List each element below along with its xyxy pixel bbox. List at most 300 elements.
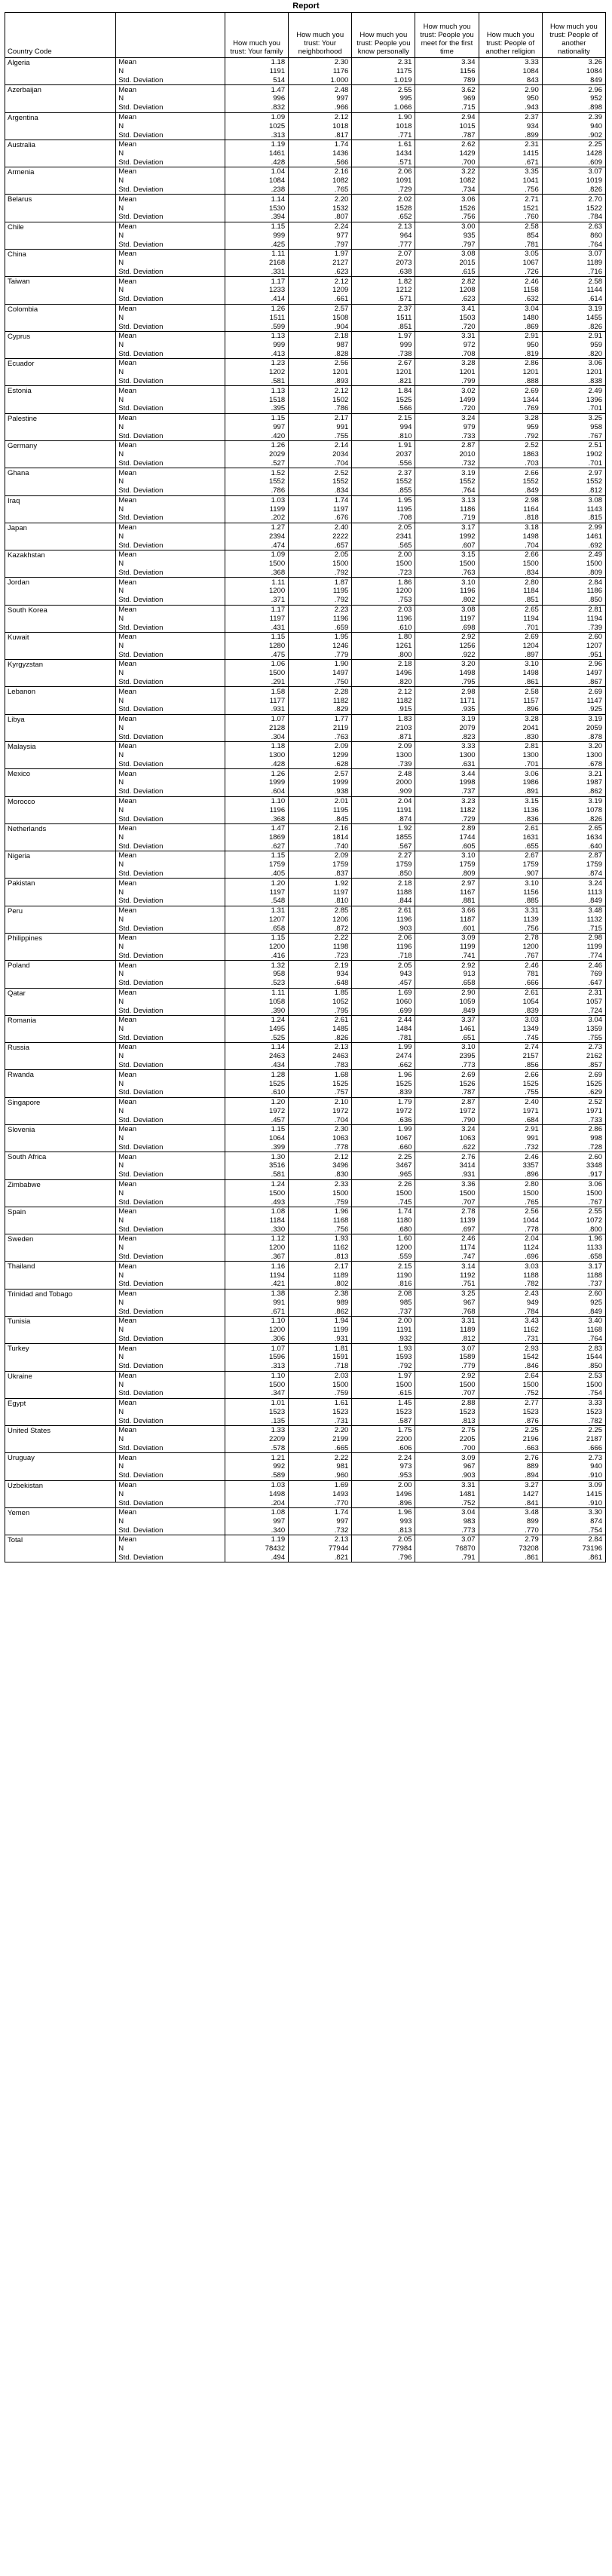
table-row bbox=[5, 961, 606, 970]
value-cell: 3467 bbox=[352, 1161, 415, 1170]
value-cell: 1184 bbox=[225, 1216, 288, 1225]
value-cell: 3.19 bbox=[415, 468, 479, 477]
value-cell: 1552 bbox=[352, 477, 415, 486]
table-row bbox=[5, 85, 606, 94]
value-cell: 1523 bbox=[415, 1407, 479, 1416]
value-cell: 1299 bbox=[289, 751, 352, 760]
value-cell: 1201 bbox=[542, 368, 605, 377]
value-cell: 1186 bbox=[415, 504, 479, 514]
value-cell: 1.80 bbox=[352, 632, 415, 641]
value-cell: 1212 bbox=[352, 286, 415, 295]
header-trust-other-nationality: How much you trust: People of another nationality bbox=[542, 13, 605, 58]
value-cell: 3.05 bbox=[479, 249, 542, 258]
value-cell: .809 bbox=[542, 569, 605, 578]
value-cell: 2157 bbox=[479, 1052, 542, 1061]
value-cell: .861 bbox=[542, 1553, 605, 1562]
table-row bbox=[5, 523, 606, 532]
value-cell: 1182 bbox=[289, 696, 352, 705]
value-cell: 1496 bbox=[352, 1489, 415, 1498]
value-cell: .779 bbox=[289, 651, 352, 660]
table-row bbox=[5, 769, 606, 778]
value-cell: .774 bbox=[542, 952, 605, 961]
value-cell: 1396 bbox=[542, 395, 605, 404]
table-row bbox=[5, 440, 606, 449]
value-cell: 3.24 bbox=[542, 879, 605, 888]
value-cell: 1499 bbox=[415, 395, 479, 404]
value-cell: 1.11 bbox=[225, 988, 288, 997]
stat-label-std-deviation: Std. Deviation bbox=[116, 952, 225, 961]
value-cell: 1188 bbox=[542, 1271, 605, 1280]
value-cell: .813 bbox=[352, 1526, 415, 1535]
value-cell: 2.05 bbox=[352, 961, 415, 970]
value-cell: 73196 bbox=[542, 1544, 605, 1553]
value-cell: 1.13 bbox=[225, 386, 288, 395]
value-cell: 1133 bbox=[542, 1244, 605, 1253]
value-cell: .795 bbox=[289, 1006, 352, 1015]
value-cell: 1209 bbox=[289, 286, 352, 295]
value-cell: .791 bbox=[415, 1553, 479, 1562]
value-cell: 3.66 bbox=[415, 906, 479, 915]
value-cell: .731 bbox=[289, 1416, 352, 1425]
table-row bbox=[5, 468, 606, 477]
value-cell: 2.86 bbox=[542, 1124, 605, 1133]
value-cell: .604 bbox=[225, 787, 288, 796]
stat-label-mean: Mean bbox=[116, 687, 225, 696]
value-cell: 959 bbox=[479, 422, 542, 431]
stat-label-std-deviation: Std. Deviation bbox=[116, 1061, 225, 1070]
country-cell: Netherlands bbox=[5, 823, 116, 851]
value-cell: .878 bbox=[542, 732, 605, 741]
value-cell: 2474 bbox=[352, 1052, 415, 1061]
value-cell: 1.19 bbox=[225, 140, 288, 149]
value-cell: 3.62 bbox=[415, 85, 479, 94]
value-cell: 1.47 bbox=[225, 85, 288, 94]
value-cell: 2.30 bbox=[289, 1124, 352, 1133]
stat-label-std-deviation: Std. Deviation bbox=[116, 732, 225, 741]
table-row bbox=[5, 1480, 606, 1489]
value-cell: 3496 bbox=[289, 1161, 352, 1170]
value-cell: 2209 bbox=[225, 1435, 288, 1444]
value-cell: 2.22 bbox=[289, 934, 352, 943]
value-cell: .587 bbox=[352, 1416, 415, 1425]
value-cell: .763 bbox=[415, 569, 479, 578]
value-cell: .647 bbox=[542, 979, 605, 988]
value-cell: 1195 bbox=[289, 587, 352, 596]
value-cell: 1498 bbox=[225, 1489, 288, 1498]
table-row bbox=[5, 1043, 606, 1052]
value-cell: 1634 bbox=[542, 833, 605, 842]
stat-label-n: N bbox=[116, 751, 225, 760]
value-cell: .790 bbox=[415, 1115, 479, 1124]
value-cell: 1.066 bbox=[352, 103, 415, 112]
stat-label-std-deviation: Std. Deviation bbox=[116, 678, 225, 687]
value-cell: 1139 bbox=[479, 915, 542, 924]
value-cell: .739 bbox=[542, 623, 605, 632]
value-cell: 1091 bbox=[352, 176, 415, 186]
stat-label-mean: Mean bbox=[116, 1152, 225, 1161]
value-cell: 2010 bbox=[415, 450, 479, 459]
table-row bbox=[5, 112, 606, 121]
value-cell: 1084 bbox=[225, 176, 288, 186]
value-cell: 1113 bbox=[542, 888, 605, 897]
table-row bbox=[5, 879, 606, 888]
value-cell: 1.21 bbox=[225, 1453, 288, 1462]
value-cell: .754 bbox=[542, 1526, 605, 1535]
value-cell: 2.05 bbox=[352, 523, 415, 532]
stat-label-mean: Mean bbox=[116, 468, 225, 477]
value-cell: .849 bbox=[415, 1006, 479, 1015]
value-cell: 1156 bbox=[479, 888, 542, 897]
value-cell: 2.09 bbox=[289, 851, 352, 860]
value-cell: 1.24 bbox=[225, 1179, 288, 1188]
value-cell: .567 bbox=[352, 842, 415, 851]
value-cell: 1063 bbox=[289, 1134, 352, 1143]
value-cell: .828 bbox=[289, 350, 352, 359]
value-cell: 1.91 bbox=[352, 440, 415, 449]
stat-label-n: N bbox=[116, 1489, 225, 1498]
value-cell: 1528 bbox=[352, 204, 415, 213]
value-cell: 2.25 bbox=[542, 1426, 605, 1435]
value-cell: .826 bbox=[542, 814, 605, 823]
value-cell: 1188 bbox=[352, 888, 415, 897]
value-cell: 1.31 bbox=[225, 906, 288, 915]
value-cell: 1.03 bbox=[225, 495, 288, 504]
value-cell: 3.03 bbox=[479, 1262, 542, 1271]
value-cell: .851 bbox=[352, 322, 415, 331]
stat-label-std-deviation: Std. Deviation bbox=[116, 103, 225, 112]
value-cell: 1500 bbox=[225, 1380, 288, 1389]
value-cell: 1500 bbox=[352, 560, 415, 569]
value-cell: 1.32 bbox=[225, 961, 288, 970]
value-cell: 2.03 bbox=[289, 1371, 352, 1380]
value-cell: .834 bbox=[479, 569, 542, 578]
value-cell: 899 bbox=[479, 1517, 542, 1526]
value-cell: .767 bbox=[542, 1198, 605, 1207]
value-cell: 1.03 bbox=[225, 1480, 288, 1489]
value-cell: 1.86 bbox=[352, 578, 415, 587]
value-cell: 1.14 bbox=[225, 195, 288, 204]
stat-label-std-deviation: Std. Deviation bbox=[116, 459, 225, 468]
value-cell: 1461 bbox=[415, 1024, 479, 1033]
value-cell: 2.69 bbox=[479, 632, 542, 641]
value-cell: .671 bbox=[479, 158, 542, 167]
value-cell: 1.17 bbox=[225, 605, 288, 614]
value-cell: 2.12 bbox=[289, 1152, 352, 1161]
value-cell: 2.24 bbox=[352, 1453, 415, 1462]
value-cell: 940 bbox=[542, 121, 605, 130]
country-cell: Thailand bbox=[5, 1262, 116, 1289]
stat-label-std-deviation: Std. Deviation bbox=[116, 350, 225, 359]
value-cell: .414 bbox=[225, 295, 288, 304]
stat-label-mean: Mean bbox=[116, 1480, 225, 1489]
value-cell: 1197 bbox=[415, 614, 479, 623]
value-cell: .829 bbox=[289, 705, 352, 714]
value-cell: 77984 bbox=[352, 1544, 415, 1553]
value-cell: .610 bbox=[352, 623, 415, 632]
value-cell: 1192 bbox=[415, 1271, 479, 1280]
value-cell: 2.12 bbox=[289, 277, 352, 286]
stat-label-n: N bbox=[116, 1106, 225, 1115]
stat-label-std-deviation: Std. Deviation bbox=[116, 842, 225, 851]
country-cell: Taiwan bbox=[5, 277, 116, 304]
table-row bbox=[5, 1289, 606, 1298]
value-cell: 997 bbox=[225, 1517, 288, 1526]
value-cell: .494 bbox=[225, 1553, 288, 1562]
value-cell: 1526 bbox=[415, 1079, 479, 1088]
value-cell: 2.06 bbox=[352, 167, 415, 176]
country-cell: Yemen bbox=[5, 1507, 116, 1535]
value-cell: .820 bbox=[542, 350, 605, 359]
value-cell: 1.07 bbox=[225, 1344, 288, 1353]
value-cell: 1200 bbox=[225, 1244, 288, 1253]
stat-label-std-deviation: Std. Deviation bbox=[116, 1362, 225, 1371]
value-cell: 1500 bbox=[479, 1380, 542, 1389]
value-cell: .781 bbox=[352, 1034, 415, 1043]
table-row bbox=[5, 495, 606, 504]
value-cell: 1067 bbox=[352, 1134, 415, 1143]
country-cell: Singapore bbox=[5, 1097, 116, 1124]
table-row bbox=[5, 578, 606, 587]
value-cell: 1.20 bbox=[225, 1097, 288, 1106]
value-cell: 1589 bbox=[415, 1353, 479, 1362]
value-cell: 1552 bbox=[415, 477, 479, 486]
value-cell: 1497 bbox=[289, 669, 352, 678]
value-cell: 2.46 bbox=[415, 1234, 479, 1244]
value-cell: 1162 bbox=[479, 1326, 542, 1335]
value-cell: 2463 bbox=[289, 1052, 352, 1061]
value-cell: 1.17 bbox=[225, 277, 288, 286]
value-cell: .648 bbox=[289, 979, 352, 988]
value-cell: .632 bbox=[479, 295, 542, 304]
value-cell: 3.10 bbox=[415, 851, 479, 860]
value-cell: .820 bbox=[352, 678, 415, 687]
value-cell: 2.13 bbox=[289, 1043, 352, 1052]
value-cell: 2.02 bbox=[352, 195, 415, 204]
value-cell: 2103 bbox=[352, 723, 415, 732]
value-cell: 3.33 bbox=[542, 1398, 605, 1407]
value-cell: 2.53 bbox=[542, 1371, 605, 1380]
value-cell: 1144 bbox=[542, 286, 605, 295]
value-cell: .752 bbox=[479, 1389, 542, 1398]
stat-label-n: N bbox=[116, 1271, 225, 1280]
stat-label-mean: Mean bbox=[116, 1453, 225, 1462]
value-cell: 2.03 bbox=[352, 605, 415, 614]
value-cell: 1.019 bbox=[352, 76, 415, 85]
value-cell: 1.15 bbox=[225, 851, 288, 860]
value-cell: 1523 bbox=[479, 1407, 542, 1416]
value-cell: 1057 bbox=[542, 997, 605, 1006]
value-cell: 2.30 bbox=[289, 58, 352, 67]
stat-label-std-deviation: Std. Deviation bbox=[116, 1253, 225, 1262]
value-cell: 1530 bbox=[225, 204, 288, 213]
value-cell: 1.01 bbox=[225, 1398, 288, 1407]
stat-label-mean: Mean bbox=[116, 714, 225, 723]
value-cell: 3.09 bbox=[415, 1453, 479, 1462]
value-cell: .732 bbox=[479, 1143, 542, 1152]
value-cell: .474 bbox=[225, 541, 288, 550]
value-cell: .778 bbox=[479, 1225, 542, 1234]
value-cell: .838 bbox=[542, 377, 605, 386]
value-cell: 3.19 bbox=[542, 304, 605, 313]
value-cell: 983 bbox=[415, 1517, 479, 1526]
stat-label-mean: Mean bbox=[116, 851, 225, 860]
value-cell: 1429 bbox=[415, 149, 479, 158]
value-cell: 1484 bbox=[352, 1024, 415, 1033]
value-cell: 1196 bbox=[352, 614, 415, 623]
value-cell: .782 bbox=[542, 1416, 605, 1425]
value-cell: 76870 bbox=[415, 1544, 479, 1553]
country-cell: Mexico bbox=[5, 769, 116, 796]
value-cell: 2.87 bbox=[415, 440, 479, 449]
table-row bbox=[5, 58, 606, 67]
table-row bbox=[5, 359, 606, 368]
value-cell: 2.66 bbox=[479, 468, 542, 477]
stat-label-n: N bbox=[116, 1407, 225, 1416]
value-cell: 2.04 bbox=[352, 796, 415, 805]
value-cell: 1552 bbox=[542, 477, 605, 486]
value-cell: 1207 bbox=[542, 642, 605, 651]
value-cell: 1.27 bbox=[225, 523, 288, 532]
stat-label-mean: Mean bbox=[116, 961, 225, 970]
value-cell: .729 bbox=[352, 186, 415, 195]
value-cell: 1.90 bbox=[352, 112, 415, 121]
value-cell: .678 bbox=[542, 760, 605, 769]
value-cell: 3.19 bbox=[542, 714, 605, 723]
value-cell: .692 bbox=[542, 541, 605, 550]
table-row bbox=[5, 167, 606, 176]
value-cell: 943 bbox=[352, 970, 415, 979]
value-cell: 1191 bbox=[352, 805, 415, 814]
stat-label-n: N bbox=[116, 368, 225, 377]
value-cell: 3.28 bbox=[479, 413, 542, 422]
value-cell: 1.19 bbox=[225, 1535, 288, 1544]
value-cell: .204 bbox=[225, 1498, 288, 1507]
value-cell: .810 bbox=[352, 431, 415, 440]
value-cell: 2.15 bbox=[352, 413, 415, 422]
value-cell: 1972 bbox=[225, 1106, 288, 1115]
stat-label-std-deviation: Std. Deviation bbox=[116, 158, 225, 167]
stat-label-mean: Mean bbox=[116, 58, 225, 67]
value-cell: .773 bbox=[415, 1526, 479, 1535]
value-cell: .965 bbox=[352, 1170, 415, 1179]
value-cell: 1863 bbox=[479, 450, 542, 459]
country-cell: Nigeria bbox=[5, 851, 116, 879]
value-cell: 1064 bbox=[225, 1134, 288, 1143]
value-cell: 2.78 bbox=[479, 934, 542, 943]
value-cell: .910 bbox=[542, 1471, 605, 1480]
value-cell: 964 bbox=[352, 231, 415, 240]
value-cell: .902 bbox=[542, 130, 605, 140]
value-cell: 1.12 bbox=[225, 1234, 288, 1244]
value-cell: 3.06 bbox=[479, 769, 542, 778]
value-cell: 3.23 bbox=[415, 796, 479, 805]
value-cell: 1.14 bbox=[225, 1043, 288, 1052]
value-cell: 2.98 bbox=[479, 495, 542, 504]
value-cell: 1902 bbox=[542, 450, 605, 459]
stat-label-mean: Mean bbox=[116, 249, 225, 258]
value-cell: .792 bbox=[289, 596, 352, 605]
value-cell: .676 bbox=[289, 514, 352, 523]
country-cell: Egypt bbox=[5, 1398, 116, 1425]
value-cell: 2.96 bbox=[542, 85, 605, 94]
value-cell: 1187 bbox=[415, 915, 479, 924]
country-cell: Romania bbox=[5, 1015, 116, 1042]
value-cell: 2.17 bbox=[289, 1262, 352, 1271]
stat-label-std-deviation: Std. Deviation bbox=[116, 1280, 225, 1289]
value-cell: 2.12 bbox=[289, 112, 352, 121]
value-cell: .306 bbox=[225, 1335, 288, 1344]
value-cell: 2.57 bbox=[289, 304, 352, 313]
stat-label-n: N bbox=[116, 888, 225, 897]
value-cell: 1194 bbox=[542, 614, 605, 623]
value-cell: 1.96 bbox=[352, 1507, 415, 1516]
table-row bbox=[5, 632, 606, 641]
country-cell: Qatar bbox=[5, 988, 116, 1015]
value-cell: 1552 bbox=[225, 477, 288, 486]
value-cell: 1498 bbox=[479, 669, 542, 678]
value-cell: .716 bbox=[542, 268, 605, 277]
table-row bbox=[5, 988, 606, 997]
value-cell: 1.30 bbox=[225, 1152, 288, 1161]
value-cell: 73208 bbox=[479, 1544, 542, 1553]
value-cell: .493 bbox=[225, 1198, 288, 1207]
value-cell: 849 bbox=[542, 76, 605, 85]
stat-label-n: N bbox=[116, 642, 225, 651]
value-cell: 998 bbox=[542, 1134, 605, 1143]
table-row bbox=[5, 1535, 606, 1544]
stat-label-n: N bbox=[116, 422, 225, 431]
stat-label-n: N bbox=[116, 340, 225, 349]
value-cell: .782 bbox=[479, 1280, 542, 1289]
value-cell: 2.16 bbox=[289, 167, 352, 176]
value-cell: .571 bbox=[352, 295, 415, 304]
value-cell: .750 bbox=[289, 678, 352, 687]
value-cell: 2.64 bbox=[479, 1371, 542, 1380]
value-cell: 1261 bbox=[352, 642, 415, 651]
value-cell: .821 bbox=[289, 1553, 352, 1562]
value-cell: .732 bbox=[415, 459, 479, 468]
value-cell: .756 bbox=[479, 924, 542, 933]
stat-label-std-deviation: Std. Deviation bbox=[116, 623, 225, 632]
value-cell: .457 bbox=[225, 1115, 288, 1124]
value-cell: .623 bbox=[415, 295, 479, 304]
value-cell: 1.20 bbox=[225, 879, 288, 888]
value-cell: 1256 bbox=[415, 642, 479, 651]
value-cell: 2059 bbox=[542, 723, 605, 732]
value-cell: .850 bbox=[542, 1362, 605, 1371]
value-cell: .566 bbox=[289, 158, 352, 167]
value-cell: 1.18 bbox=[225, 742, 288, 751]
stat-label-mean: Mean bbox=[116, 1316, 225, 1325]
value-cell: .796 bbox=[352, 1553, 415, 1562]
value-cell: 989 bbox=[289, 1298, 352, 1307]
value-cell: 789 bbox=[415, 76, 479, 85]
stat-label-std-deviation: Std. Deviation bbox=[116, 431, 225, 440]
value-cell: .704 bbox=[479, 541, 542, 550]
stat-label-n: N bbox=[116, 997, 225, 1006]
value-cell: 1855 bbox=[352, 833, 415, 842]
table-row bbox=[5, 1234, 606, 1244]
stat-label-mean: Mean bbox=[116, 1371, 225, 1380]
value-cell: 2.63 bbox=[542, 222, 605, 231]
value-cell: .734 bbox=[415, 186, 479, 195]
country-cell: Jordan bbox=[5, 578, 116, 605]
value-cell: 1194 bbox=[479, 614, 542, 623]
value-cell: 1523 bbox=[225, 1407, 288, 1416]
value-cell: .684 bbox=[479, 1115, 542, 1124]
value-cell: 1.04 bbox=[225, 167, 288, 176]
value-cell: 1511 bbox=[352, 313, 415, 322]
